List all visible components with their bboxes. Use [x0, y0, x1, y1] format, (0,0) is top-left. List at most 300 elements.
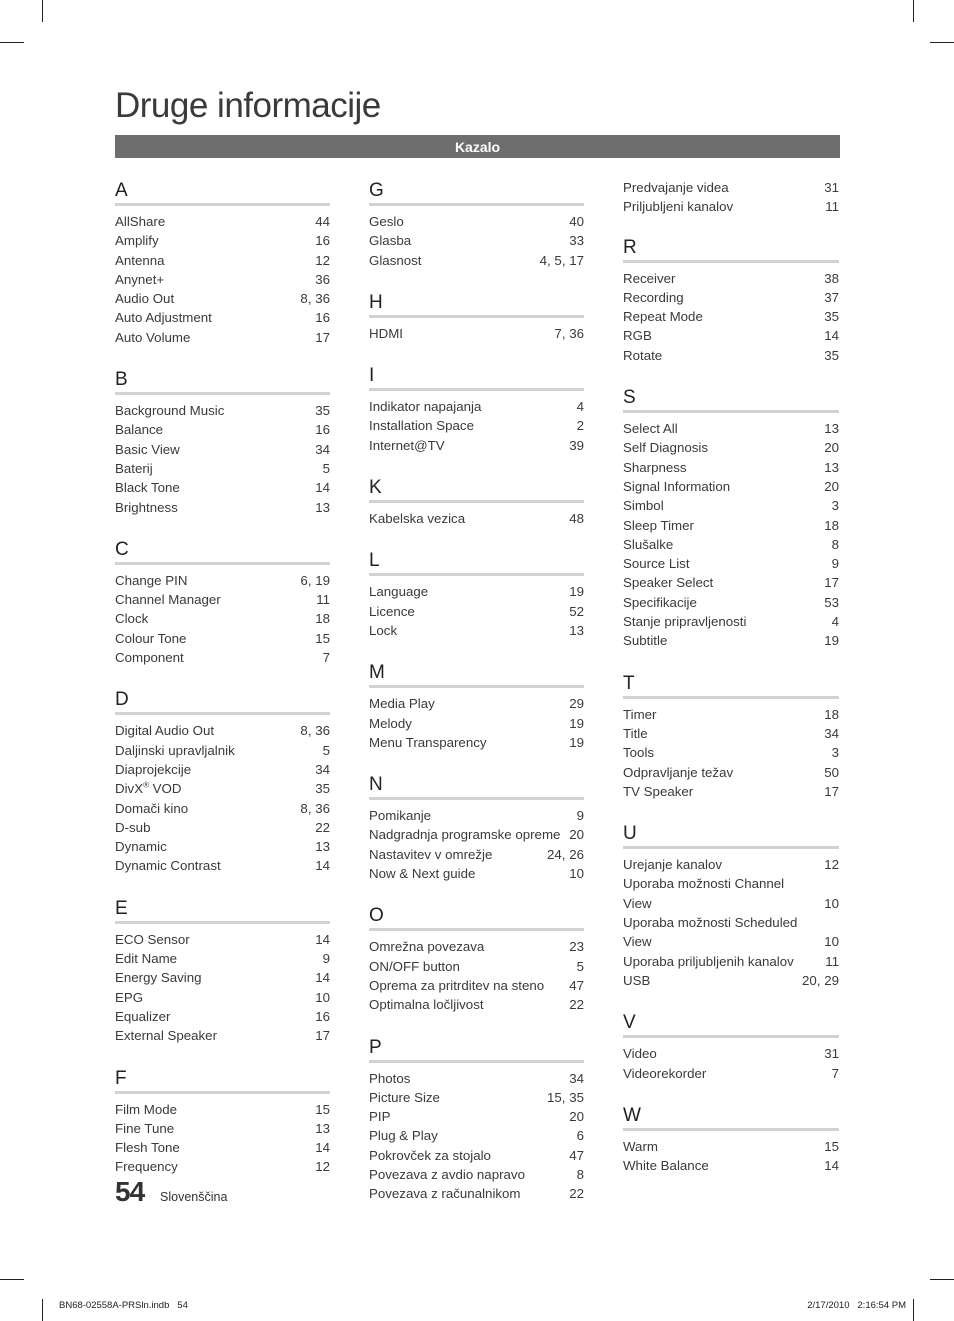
index-page-ref: 13 — [824, 459, 839, 475]
index-term: Rotate — [623, 347, 663, 363]
index-page-ref: 8, 36 — [300, 291, 330, 307]
index-entry — [369, 436, 584, 455]
index-letter-heading: V — [623, 1010, 839, 1038]
index-letter-heading: U — [623, 821, 839, 849]
index-term: Energy Saving — [115, 970, 202, 986]
index-page-ref: 22 — [569, 1186, 584, 1202]
index-page-ref: 18 — [315, 611, 330, 627]
index-page-ref: 9 — [322, 951, 330, 967]
index-letter-heading: I — [369, 363, 584, 391]
index-entry — [115, 401, 330, 420]
index-entry — [369, 995, 584, 1014]
index-page-ref: 48 — [569, 511, 584, 527]
index-entry — [115, 1138, 330, 1157]
index-term: Sharpness — [623, 459, 687, 475]
index-entry — [623, 1156, 839, 1175]
index-page-ref: 7 — [831, 1065, 839, 1081]
index-entry — [623, 631, 839, 650]
index-term: Recording — [623, 289, 684, 305]
index-entry — [623, 874, 839, 913]
index-term: D-sub — [115, 819, 151, 835]
index-page-ref: 12 — [315, 252, 330, 268]
index-entry — [623, 724, 839, 743]
index-term: Specifikacije — [623, 594, 697, 610]
index-entry — [369, 825, 584, 844]
index-entry — [623, 346, 839, 365]
index-letter-heading: A — [115, 178, 330, 206]
index-entry — [623, 269, 839, 288]
index-section — [369, 660, 584, 752]
index-term: Urejanje kanalov — [623, 857, 723, 873]
index-term: Background Music — [115, 403, 225, 419]
index-page-ref: 14 — [824, 1158, 839, 1174]
index-entry — [369, 937, 584, 956]
index-column-1 — [115, 178, 330, 1197]
index-section — [115, 537, 330, 667]
index-term: Fine Tune — [115, 1120, 175, 1136]
index-page-ref: 14 — [315, 970, 330, 986]
index-entry — [369, 694, 584, 713]
index-entry — [623, 1064, 839, 1083]
index-term: Glasnost — [369, 252, 422, 268]
index-entry — [369, 957, 584, 976]
index-page-ref: 20, 29 — [802, 972, 839, 988]
index-term: Signal Information — [623, 478, 731, 494]
index-page-ref: 34 — [315, 441, 330, 457]
index-term: DivX® VOD — [115, 780, 182, 797]
index-page-ref: 34 — [315, 761, 330, 777]
index-page-ref: 17 — [315, 329, 330, 345]
index-entry — [623, 782, 839, 801]
index-entry — [115, 799, 330, 818]
index-page-ref: 35 — [315, 403, 330, 419]
index-term: EPG — [115, 989, 144, 1005]
index-term: USB — [623, 972, 651, 988]
index-term: External Speaker — [115, 1028, 217, 1044]
index-letter-heading: K — [369, 475, 584, 503]
index-entry — [115, 1007, 330, 1026]
index-term: Now & Next guide — [369, 866, 476, 882]
index-section — [369, 178, 584, 270]
index-entry — [369, 733, 584, 752]
index-term: Kabelska vezica — [369, 511, 466, 527]
index-section — [623, 235, 839, 365]
index-term: Melody — [369, 715, 412, 731]
index-entry — [623, 1044, 839, 1063]
crop-mark — [913, 0, 914, 22]
index-term: ECO Sensor — [115, 931, 190, 947]
index-term: Priljubljeni kanalov — [623, 199, 734, 215]
index-page-ref: 35 — [824, 347, 839, 363]
index-term: Auto Adjustment — [115, 310, 212, 326]
index-term: Plug & Play — [369, 1128, 438, 1144]
index-page-ref: 11 — [316, 592, 330, 608]
index-term: Photos — [369, 1070, 411, 1086]
index-term: Povezava z avdio napravo — [369, 1167, 525, 1183]
index-page-ref: 15 — [824, 1138, 839, 1154]
index-term: Edit Name — [115, 951, 178, 967]
crop-mark — [930, 42, 954, 43]
index-term: Videorekorder — [623, 1065, 707, 1081]
index-page-ref: 35 — [315, 781, 330, 797]
index-section — [369, 1035, 584, 1204]
index-term: Diaprojekcije — [115, 761, 192, 777]
index-page-ref: 53 — [824, 594, 839, 610]
index-entry — [369, 1184, 584, 1203]
index-entry — [115, 779, 330, 798]
index-term: Brightness — [115, 499, 178, 515]
index-page-ref: 13 — [824, 421, 839, 437]
index-entry — [623, 178, 839, 197]
index-page-ref: 5 — [576, 958, 584, 974]
index-term: Colour Tone — [115, 630, 187, 646]
crop-mark — [913, 1299, 914, 1321]
index-page-ref: 3 — [831, 498, 839, 514]
index-page-ref: 13 — [569, 622, 584, 638]
index-entry — [369, 582, 584, 601]
index-entry — [369, 1107, 584, 1126]
index-entry — [369, 1126, 584, 1145]
index-entry — [369, 1088, 584, 1107]
crop-mark — [42, 0, 43, 22]
index-letter-heading: W — [623, 1103, 839, 1131]
index-term: Picture Size — [369, 1089, 440, 1105]
index-entry — [115, 478, 330, 497]
index-page-ref: 47 — [569, 1147, 584, 1163]
index-term: Tools — [623, 745, 655, 761]
index-page-ref: 16 — [315, 1008, 330, 1024]
index-entry — [623, 496, 839, 515]
index-page-ref: 4 — [576, 399, 584, 415]
index-page-ref: 39 — [569, 437, 584, 453]
index-letter-heading: O — [369, 903, 584, 931]
index-section — [115, 1066, 330, 1177]
index-term: Timer — [623, 706, 657, 722]
index-section — [623, 1103, 839, 1176]
index-page-ref: 22 — [315, 819, 330, 835]
index-term: Subtitle — [623, 633, 668, 649]
index-letter-heading: N — [369, 772, 584, 800]
index-term: Internet@TV — [369, 437, 445, 453]
index-entry — [115, 721, 330, 740]
index-page-ref: 34 — [824, 725, 839, 741]
index-letter-heading: H — [369, 290, 584, 318]
index-entry — [115, 328, 330, 347]
index-term: Sleep Timer — [623, 517, 694, 533]
index-term: Uporaba možnosti Channel View — [623, 876, 785, 911]
index-entry — [115, 498, 330, 517]
index-term: Basic View — [115, 441, 180, 457]
index-entry — [623, 971, 839, 990]
index-page-ref: 37 — [824, 289, 839, 305]
index-section — [623, 821, 839, 990]
index-page-ref: 14 — [315, 480, 330, 496]
index-term: Menu Transparency — [369, 734, 487, 750]
index-term: Geslo — [369, 214, 404, 229]
index-page-ref: 2 — [576, 418, 584, 434]
index-section — [369, 363, 584, 455]
index-letter-heading: B — [115, 367, 330, 395]
index-term: Lock — [369, 622, 398, 638]
index-letter-heading: P — [369, 1035, 584, 1063]
index-entry — [115, 818, 330, 837]
index-term: Dynamic — [115, 839, 167, 855]
index-page-ref: 20 — [824, 440, 839, 456]
index-page-ref: 12 — [315, 1159, 330, 1175]
index-entry — [623, 458, 839, 477]
index-page-ref: 38 — [824, 270, 839, 286]
index-entry — [623, 913, 839, 952]
index-letter-heading: C — [115, 537, 330, 565]
index-term: Licence — [369, 603, 415, 619]
index-page-ref: 20 — [824, 478, 839, 494]
index-term: Black Tone — [115, 480, 180, 496]
print-slug-file: BN68-02558A-PRSln.indb 54 — [59, 1300, 188, 1311]
index-term: Balance — [115, 422, 164, 438]
index-entry — [115, 1026, 330, 1045]
index-entry — [115, 571, 330, 590]
index-section — [623, 1010, 839, 1083]
index-term: Flesh Tone — [115, 1140, 180, 1156]
index-page-ref: 7 — [322, 650, 330, 666]
index-entry — [623, 743, 839, 762]
index-section — [115, 367, 330, 517]
index-page-ref: 8, 36 — [300, 723, 330, 739]
index-letter-heading: F — [115, 1066, 330, 1094]
index-entry — [369, 714, 584, 733]
index-term: Domači kino — [115, 800, 189, 816]
index-page-ref: 8 — [831, 536, 839, 552]
index-page-ref: 33 — [569, 233, 584, 249]
index-term: PIP — [369, 1109, 391, 1125]
index-page-ref: 15 — [315, 1101, 330, 1117]
index-term: Repeat Mode — [623, 309, 703, 325]
index-term: TV Speaker — [623, 783, 694, 799]
index-entry — [115, 459, 330, 478]
index-entry — [623, 855, 839, 874]
footer-language: Slovenščina — [160, 1190, 228, 1204]
index-term: ON/OFF button — [369, 958, 460, 974]
index-letter-heading: E — [115, 896, 330, 924]
index-term: RGB — [623, 328, 652, 344]
index-term: Antenna — [115, 252, 165, 268]
index-entry — [115, 609, 330, 628]
index-entry — [623, 288, 839, 307]
index-page-ref: 11 — [825, 199, 839, 215]
index-term: AllShare — [115, 214, 166, 229]
index-entry — [115, 741, 330, 760]
index-section — [369, 290, 584, 343]
index-term: Omrežna povezava — [369, 939, 485, 955]
index-entry — [115, 251, 330, 270]
index-page-ref: 14 — [824, 328, 839, 344]
index-entry — [369, 212, 584, 231]
index-entry — [369, 1069, 584, 1088]
index-page-ref: 10 — [315, 989, 330, 1005]
index-entry — [115, 629, 330, 648]
index-entry — [623, 419, 839, 438]
index-entry — [115, 930, 330, 949]
index-page-ref: 22 — [569, 997, 584, 1013]
index-entry — [623, 535, 839, 554]
page-number: 54 — [115, 1176, 145, 1207]
index-page-ref: 5 — [322, 742, 330, 758]
page-title: Druge informacije — [115, 86, 381, 125]
index-page-ref: 16 — [315, 310, 330, 326]
index-term: Language — [369, 584, 429, 600]
index-page-ref: 15, 35 — [547, 1089, 584, 1105]
index-entry — [623, 763, 839, 782]
index-page-ref: 34 — [569, 1070, 584, 1086]
index-term: Dynamic Contrast — [115, 858, 221, 874]
index-page-ref: 14 — [315, 1140, 330, 1156]
index-term: Speaker Select — [623, 575, 714, 591]
index-entry — [623, 197, 839, 216]
crop-mark — [42, 1299, 43, 1321]
index-section — [115, 896, 330, 1046]
index-page-ref: 44 — [315, 214, 330, 229]
index-page-ref: 10 — [824, 934, 839, 950]
index-term: Self Diagnosis — [623, 440, 708, 456]
index-section — [115, 687, 330, 875]
index-page-ref: 7, 36 — [554, 325, 584, 341]
index-entry — [115, 968, 330, 987]
index-term: Title — [623, 725, 648, 741]
index-letter-heading: R — [623, 235, 839, 263]
index-term: Indikator napajanja — [369, 399, 482, 415]
index-term: Video — [623, 1046, 657, 1062]
index-column-2 — [369, 178, 584, 1224]
index-page-ref: 24, 26 — [547, 846, 584, 862]
index-term: Uporaba priljubljenih kanalov — [623, 953, 794, 969]
index-entry — [623, 307, 839, 326]
index-term: Media Play — [369, 696, 435, 712]
index-entry — [115, 440, 330, 459]
index-page-ref: 16 — [315, 233, 330, 249]
index-term: Optimalna ločljivost — [369, 997, 484, 1013]
index-entry — [369, 509, 584, 528]
index-page-ref: 36 — [315, 271, 330, 287]
index-term: Audio Out — [115, 291, 175, 307]
index-entry — [115, 648, 330, 667]
index-page-ref: 31 — [824, 180, 839, 195]
index-term: Component — [115, 650, 184, 666]
crop-mark — [930, 1279, 954, 1280]
index-page-ref: 4 — [831, 614, 839, 630]
index-term: Daljinski upravljalnik — [115, 742, 235, 758]
index-entry — [369, 416, 584, 435]
index-entry — [369, 1146, 584, 1165]
index-entry — [369, 231, 584, 250]
index-term: Select All — [623, 421, 678, 437]
index-term: Simbol — [623, 498, 664, 514]
crop-mark — [0, 1279, 24, 1280]
index-page-ref: 20 — [569, 1109, 584, 1125]
index-term: Povezava z računalnikom — [369, 1186, 521, 1202]
index-page-ref: 18 — [824, 517, 839, 533]
index-term: Odpravljanje težav — [623, 764, 734, 780]
index-entry — [115, 988, 330, 1007]
index-entry — [115, 1100, 330, 1119]
index-term: Pomikanje — [369, 808, 432, 824]
index-page-ref: 20 — [569, 827, 584, 843]
index-page-ref: 19 — [569, 734, 584, 750]
index-entry — [623, 593, 839, 612]
index-term: Uporaba možnosti Scheduled View — [623, 915, 798, 950]
index-section — [623, 385, 839, 651]
index-page-ref: 8 — [576, 1167, 584, 1183]
index-page-ref: 17 — [824, 575, 839, 591]
index-entry — [623, 477, 839, 496]
index-term: Nadgradnja programske opreme — [369, 827, 561, 843]
index-letter-heading: S — [623, 385, 839, 413]
index-entry — [369, 397, 584, 416]
index-entry — [369, 1165, 584, 1184]
index-page-ref: 16 — [315, 422, 330, 438]
index-page-ref: 10 — [824, 895, 839, 911]
index-page-ref: 12 — [824, 857, 839, 873]
crop-mark — [0, 42, 24, 43]
index-term: Oprema za pritrditev na steno — [369, 977, 545, 993]
index-term: Digital Audio Out — [115, 723, 215, 739]
index-entry — [369, 602, 584, 621]
index-term: Film Mode — [115, 1101, 178, 1117]
index-entry — [369, 806, 584, 825]
index-term: Installation Space — [369, 418, 474, 434]
index-entry — [115, 837, 330, 856]
index-entry — [115, 231, 330, 250]
index-page-ref: 9 — [576, 808, 584, 824]
index-page-ref: 52 — [569, 603, 584, 619]
index-entry — [623, 326, 839, 345]
index-term: Predvajanje videa — [623, 180, 729, 195]
index-entry — [369, 251, 584, 270]
index-entry — [623, 438, 839, 457]
index-page-ref: 6 — [576, 1128, 584, 1144]
index-page-ref: 3 — [831, 745, 839, 761]
index-entry — [623, 516, 839, 535]
index-section — [369, 475, 584, 528]
index-page-ref: 35 — [824, 309, 839, 325]
index-term: Amplify — [115, 233, 159, 249]
index-term: Clock — [115, 611, 149, 627]
index-entry — [623, 554, 839, 573]
index-term: Nastavitev v omrežje — [369, 846, 493, 862]
index-page-ref: 6, 19 — [300, 572, 330, 588]
index-section — [369, 548, 584, 640]
index-page-ref: 31 — [824, 1046, 839, 1062]
index-term: Baterij — [115, 460, 153, 476]
index-page-ref: 17 — [315, 1028, 330, 1044]
index-page-ref: 47 — [569, 977, 584, 993]
index-entry — [115, 760, 330, 779]
index-term: Source List — [623, 556, 690, 572]
index-term: White Balance — [623, 1158, 709, 1174]
index-entry — [115, 270, 330, 289]
index-term: Receiver — [623, 270, 676, 286]
index-entry — [115, 856, 330, 875]
index-term: Auto Volume — [115, 329, 191, 345]
index-entry — [115, 949, 330, 968]
index-section — [623, 178, 839, 217]
index-section — [623, 671, 839, 801]
index-page-ref: 40 — [569, 214, 584, 229]
index-page-ref: 18 — [824, 706, 839, 722]
index-entry — [115, 308, 330, 327]
index-entry — [623, 952, 839, 971]
index-entry — [369, 864, 584, 883]
index-term: Pokrovček za stojalo — [369, 1147, 491, 1163]
